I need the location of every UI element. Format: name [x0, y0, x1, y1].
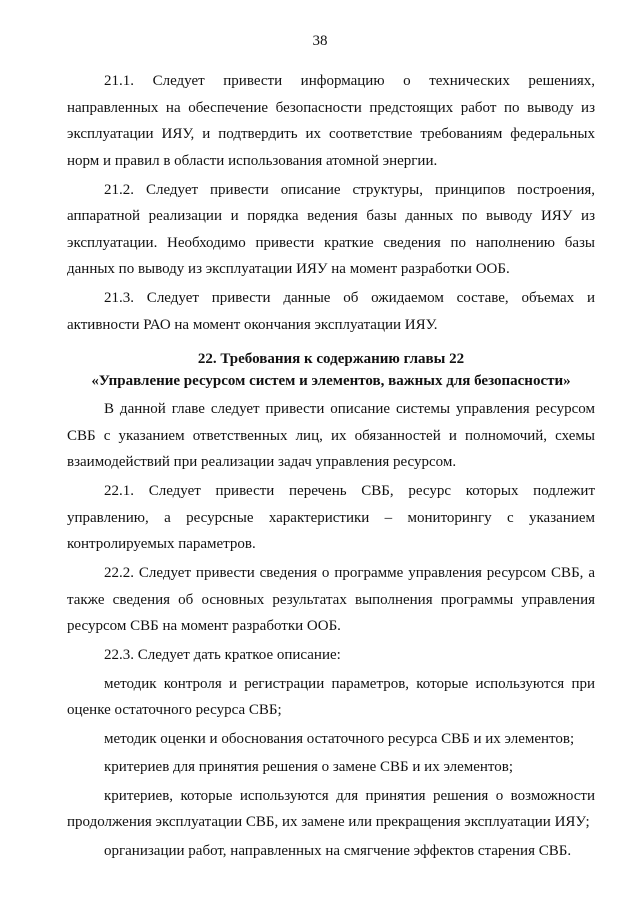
paragraph-21-1: 21.1. Следует привести информацию о технических решениях, направленных на обеспечение безопасности предстоящих работ по выводу из эксплуатации ИЯУ, и подтвердить их соответствие требованиям федеральных норм и правил в области использования атомной энергии.	[67, 73, 595, 169]
list-item-criteria-continuation: критериев, которые используются для принятия решения о возможности продолжения эксплуатации СВБ, их замене или прекращения эксплуатации ИЯУ;	[67, 787, 595, 830]
paragraph-22-1: 22.1. Следует привести перечень СВБ, ресурс которых подлежит управлению, а ресурсные характеристики – мониторингу с указанием контролируемых параметров.	[67, 483, 595, 552]
section-heading-title: 22. Требования к содержанию главы 22	[197, 351, 465, 367]
section-heading-subtitle: «Управление ресурсом систем и элементов, важных для безопасности»	[91, 373, 571, 389]
paragraph-22-intro: В данной главе следует привести описание системы управления ресурсом СВБ с указанием ответственных лиц, их обязанностей и полномочий, схемы взаимодействий при реализации задач управления ресурсом.	[67, 401, 595, 470]
list-item-methods-control: методик контроля и регистрации параметров, которые используются при оценке остаточного ресурса СВБ;	[67, 675, 595, 718]
list-item-aging-mitigation: организации работ, направленных на смягчение эффектов старения СВБ.	[104, 842, 572, 859]
list-item-criteria-replacement: критериев для принятия решения о замене СВБ и их элементов;	[104, 759, 514, 775]
document-body	[67, 68, 595, 866]
page-number: 38	[312, 33, 328, 49]
section-heading-22	[67, 348, 595, 392]
paragraph-22-2: 22.2. Следует привести сведения о программе управления ресурсом СВБ, а также сведения об основных результатах выполнения программы управления ресурсом СВБ на момент разработки ООБ.	[67, 565, 595, 634]
paragraph-21-2: 21.2. Следует привести описание структуры, принципов построения, аппаратной реализации и порядка ведения базы данных по выводу ИЯУ из эксплуатации. Необходимо привести краткие сведения по наполнению базы данных по выводу из эксплуатации ИЯУ на момент разработки ООБ.	[67, 181, 595, 277]
paragraph-22-3: 22.3. Следует дать краткое описание:	[104, 647, 341, 663]
list-item-methods-assessment: методик оценки и обоснования остаточного ресурса СВБ и их элементов;	[104, 730, 575, 747]
paragraph-21-3: 21.3. Следует привести данные об ожидаемом составе, объемах и активности РАО на момент окончания эксплуатации ИЯУ.	[67, 290, 595, 333]
